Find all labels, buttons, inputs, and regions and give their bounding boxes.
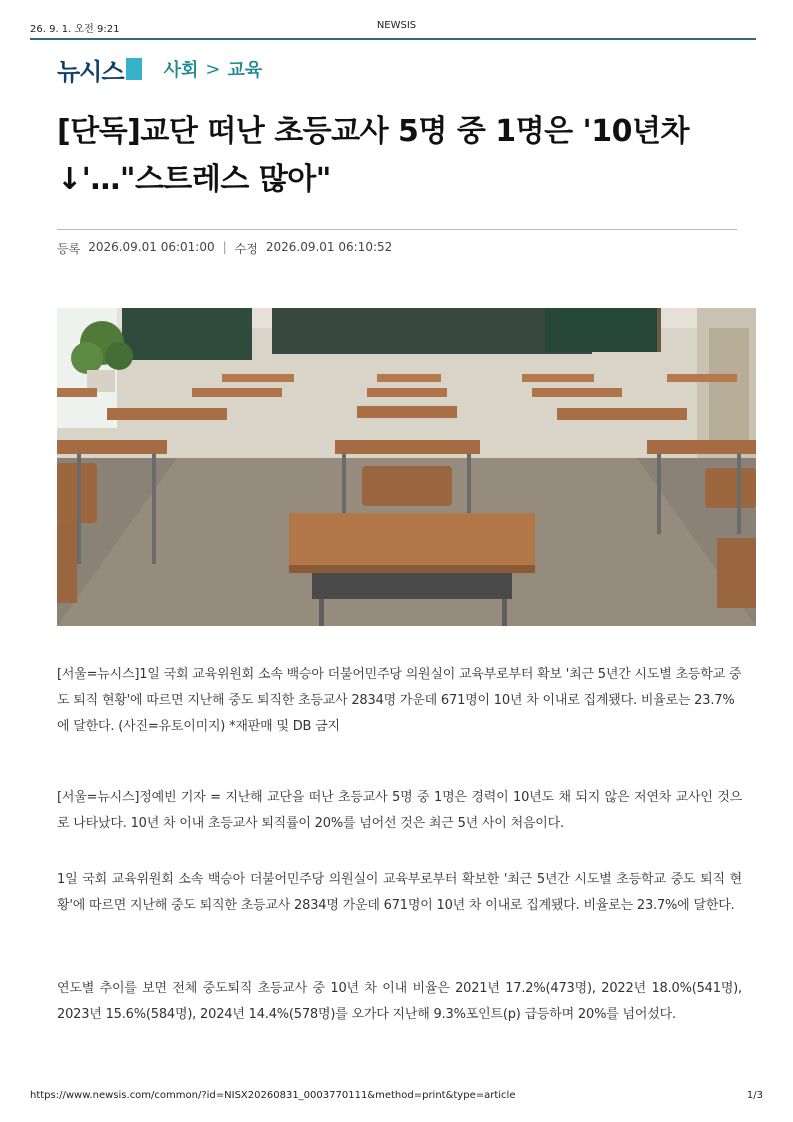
article-meta xyxy=(57,240,392,257)
article-paragraph: [서울=뉴시스]정예빈 기자 = 지난해 교단을 떠난 초등교사 5명 중 1명은 경력이 10년도 채 되지 않은 저연차 교사인 것으로 나타났다. 10년 차 이내 초등교사 퇴직률이 20%를 넘어선 것은 최근 5년 사이 처음이다. xyxy=(57,790,742,831)
print-date: 26. 9. 1. 오전 9:21 xyxy=(30,24,120,35)
article-photo xyxy=(57,308,756,626)
breadcrumb-subsection[interactable]: 교육 xyxy=(227,60,263,81)
title-divider xyxy=(57,229,737,230)
article-title xyxy=(57,108,737,204)
article-title-line1: [단독]교단 떠난 초등교사 5명 중 1명은 '10년차 xyxy=(57,114,689,149)
article-paragraph: 1일 국회 교육위원회 소속 백승아 더불어민주당 의원실이 교육부로부터 확보한 '최근 5년간 시도별 초등학교 중도 퇴직 현황'에 따르면 지난해 중도 퇴직한 초등교사 2834명 가운데 671명이 10년 차 이내로 집계됐다. 비율로는 23.7%에 달한다. xyxy=(57,872,742,913)
meta-separator: | xyxy=(222,240,227,254)
logo-mark-icon xyxy=(126,58,142,80)
print-site-title: NEWSIS xyxy=(376,20,417,31)
registered-datetime: 2026.09.01 06:01:00 xyxy=(88,240,215,254)
photo-caption: [서울=뉴시스]1일 국회 교육위원회 소속 백승아 더불어민주당 의원실이 교육부로부터 확보 '최근 5년간 시도별 초등학교 중도 퇴직 현황'에 따르면 지난해 중도 퇴직한 초등교사 2834명 가운데 671명이 10년 차 이내로 집계됐다. 비율로는 23.7%에 달한다. (사진=유토이미지) *재판매 및 DB 금지 xyxy=(57,667,742,734)
print-header xyxy=(0,0,793,40)
newsis-logo[interactable] xyxy=(57,52,142,87)
modified-datetime: 2026.09.01 06:10:52 xyxy=(265,240,393,254)
footer-url: https://www.newsis.com/common/?id=NISX20260831_0003770111&method=print&type=article xyxy=(30,1090,516,1101)
modified-label: 수정 xyxy=(234,242,258,256)
breadcrumb-separator: > xyxy=(205,58,221,80)
breadcrumb xyxy=(164,56,263,82)
article-paragraph: 연도별 추이를 보면 전체 중도퇴직 초등교사 중 10년 차 이내 비율은 2021년 17.2%(473명), 2022년 18.0%(541명), 2023년 15.6%(584명), 2024년 14.4%(578명)를 오가다 지난해 9.3%포인트(p) 급등하며 20%를 넘어섰다. xyxy=(57,981,742,1022)
page-number: 1/3 xyxy=(746,1090,763,1101)
logo-text: 뉴시스 xyxy=(57,57,124,86)
breadcrumb-section[interactable]: 사회 xyxy=(163,60,199,81)
registered-label: 등록 xyxy=(57,242,81,256)
article-title-line2: ↓'…"스트레스 많아" xyxy=(57,162,331,197)
header-divider xyxy=(30,38,756,40)
masthead xyxy=(57,52,262,86)
